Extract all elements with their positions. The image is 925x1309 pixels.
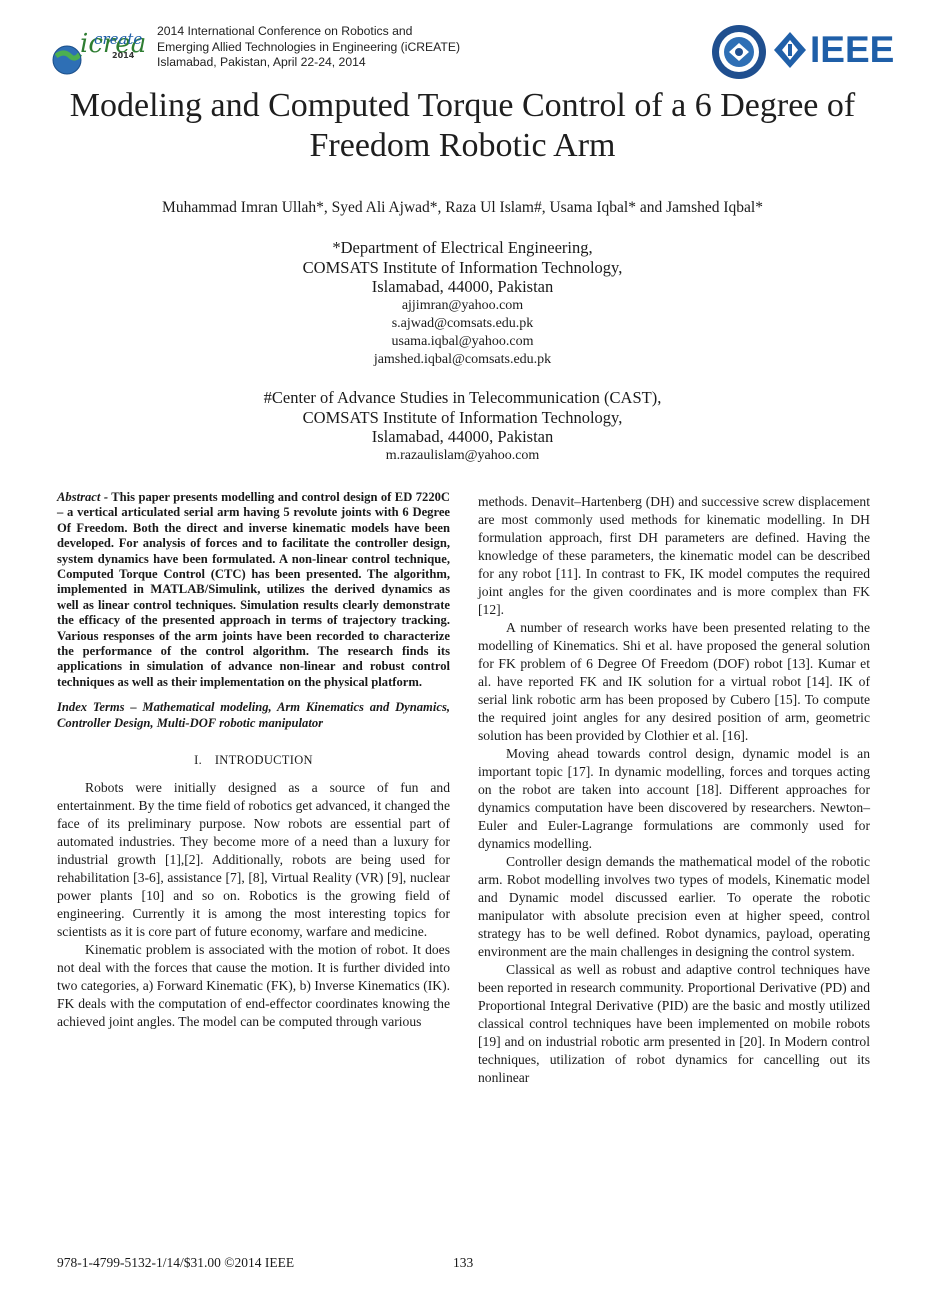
email-address: usama.iqbal@yahoo.com [391, 333, 534, 349]
affiliation-1 [0, 238, 925, 369]
body-paragraph: Robots were initially designed as a source of fun and entertainment. By the time field of robotics get advanced, it changed the face of its preliminary purpose. Now robots are essential part of automated industries. They become more of a need than a luxury for industrial growth [1],[2]. Additionally, robots are being used for rehabilitation [3-6], assistance [7], [8], Virtual Reality (VR) [9], nuclear power plants [10] and so on. Robotics is the growing field of engineering. Currently it is among the most interesting topics for scientists as it is core part of future economy, warfare and medicine. [57, 780, 450, 940]
email-address: m.razaulislam@yahoo.com [385, 447, 540, 463]
affiliation-line: COMSATS Institute of Information Technology, [302, 407, 623, 427]
body-paragraph: A number of research works have been presented relating to the modelling of Kinematics. Shi et al. have proposed the general solution for FK problem of 6 Degree Of Freedom (DOF) robot [13]. Kumar et al. have reported FK and IK solution for a virtual robot [14]. IK of serial link robotic arm has been proposed by Cubero [15]. To compute the required joint angles for any desired position of arm, geometric solution has been provided by Clothier et al. [16]. [478, 620, 870, 743]
conference-line: Islamabad, Pakistan, April 22-24, 2014 [157, 55, 366, 69]
affiliation-line: #Center of Advance Studies in Telecommunication (CAST), [263, 388, 662, 407]
right-column [478, 493, 870, 1087]
abstract [57, 490, 450, 690]
conference-line: 2014 International Conference on Robotics and [157, 24, 413, 38]
affiliation-2 [0, 388, 925, 465]
author-list: Muhammad Imran Ullah*, Syed Ali Ajwad*, Raza Ul Islam#, Usama Iqbal* and Jamshed Iqbal* [162, 199, 763, 216]
left-column [57, 490, 450, 1031]
conference-info [157, 24, 460, 71]
comsats-seal-icon [711, 24, 767, 80]
icreate-logo [50, 22, 146, 84]
email-address: s.ajwad@comsats.edu.pk [391, 315, 534, 331]
abstract-text: This paper presents modelling and control design of ED 7220C – a vertical articulated serial arm having 5 revolute joints with 6 Degree Of Freedom. Both the direct and inverse kinematic models have been developed. For analysis of forces and to facilitate the controller design, system dynamics have been formulated. A non-linear control technique, Computed Torque Control (CTC) has been presented. The algorithm, implemented in MATLAB/Simulink, utilizes the derived dynamics as well as linear control techniques. Simulation results clearly demonstrate the efficacy of the presented approach in terms of trajectory tracking. Various responses of the arm joints have been recorded to characterize the performance of the control algorithm. The research finds its applications in simulation of advance non-linear and robust control techniques as well as their implementation on the physical platform. [57, 490, 451, 689]
body-paragraph: Moving ahead towards control design, dynamic model is an important topic [17]. In dynamic modelling, forces and torques acting on the robot are taken into account [18]. Different approaches for dynamics computation have been discovered by researchers. Newton–Euler and Euler-Lagrange formulations are commonly used for dynamics modelling. [478, 746, 870, 851]
ieee-logo [772, 29, 895, 70]
ieee-wordmark: IEEE [810, 29, 895, 70]
email-address: jamshed.iqbal@comsats.edu.pk [373, 351, 552, 367]
abstract-label: Abstract - [57, 490, 109, 504]
section-heading: I. INTRODUCTION [194, 753, 313, 768]
affiliation-line: Islamabad, 44000, Pakistan [371, 277, 554, 296]
index-terms: Index Terms – Mathematical modeling, Arm Kinematics and Dynamics, Controller Design, Multi-DOF robotic manipulator [57, 700, 450, 730]
paper-title: Modeling and Computed Torque Control of a 6 Degree of Freedom Robotic Arm [69, 87, 856, 164]
page-number: 133 [453, 1255, 474, 1270]
conference-line: Emerging Allied Technologies in Engineering (iCREATE) [157, 39, 461, 54]
affiliation-line: COMSATS Institute of Information Technology, [302, 257, 623, 277]
affiliation-line: *Department of Electrical Engineering, [332, 238, 593, 257]
body-paragraph: methods. Denavit–Hartenberg (DH) and successive screw displacement are most commonly used methods for kinematic modelling. In DH formulation approach, first DH parameters are defined. Having the knowledge of these parameters, the kinematic model can be described for any robot [11]. In contrast to FK, IK model computes the required joint angles for the given coordinates and is more complex than FK [12]. [478, 494, 870, 617]
body-paragraph: Kinematic problem is associated with the motion of robot. It does not deal with the forces that cause the motion. It is further divided into two categories, a) Forward Kinematic (FK), b) Inverse Kinematics (IK). FK deals with the computation of end-effector coordinates knowing the achieved joint angles. The model can be computed through various [57, 942, 450, 1030]
email-address: ajjimran@yahoo.com [401, 297, 524, 313]
body-paragraph: Classical as well as robust and adaptive control techniques have been reported in research community. Proportional Derivative (PD) and Proportional Integral Derivative (PID) are the basic and mostly utilized classical control techniques have been implemented on mobile robots [19] and on industrial robotic arm presented in [20]. In Modern control techniques, utilization of robot dynamics for cancelling out its nonlinear [478, 962, 870, 1085]
body-paragraph: Controller design demands the mathematical model of the robotic arm. Robot modelling involves two types of models, Kinematic model and Dynamic model discussed earlier. To operate the robotic manipulator with absolute precision even at higher speed, control strategy has to be well defined. Robot dynamics, payload, operating environment are the main challenges in designing the control system. [478, 854, 870, 959]
svg-text:create: create [94, 30, 143, 48]
copyright-notice: 978-1-4799-5132-1/14/$31.00 ©2014 IEEE [57, 1255, 295, 1270]
affiliation-line: Islamabad, 44000, Pakistan [371, 427, 554, 446]
svg-text:2014: 2014 [112, 51, 135, 60]
svg-text:icreate: icrea [80, 29, 146, 59]
